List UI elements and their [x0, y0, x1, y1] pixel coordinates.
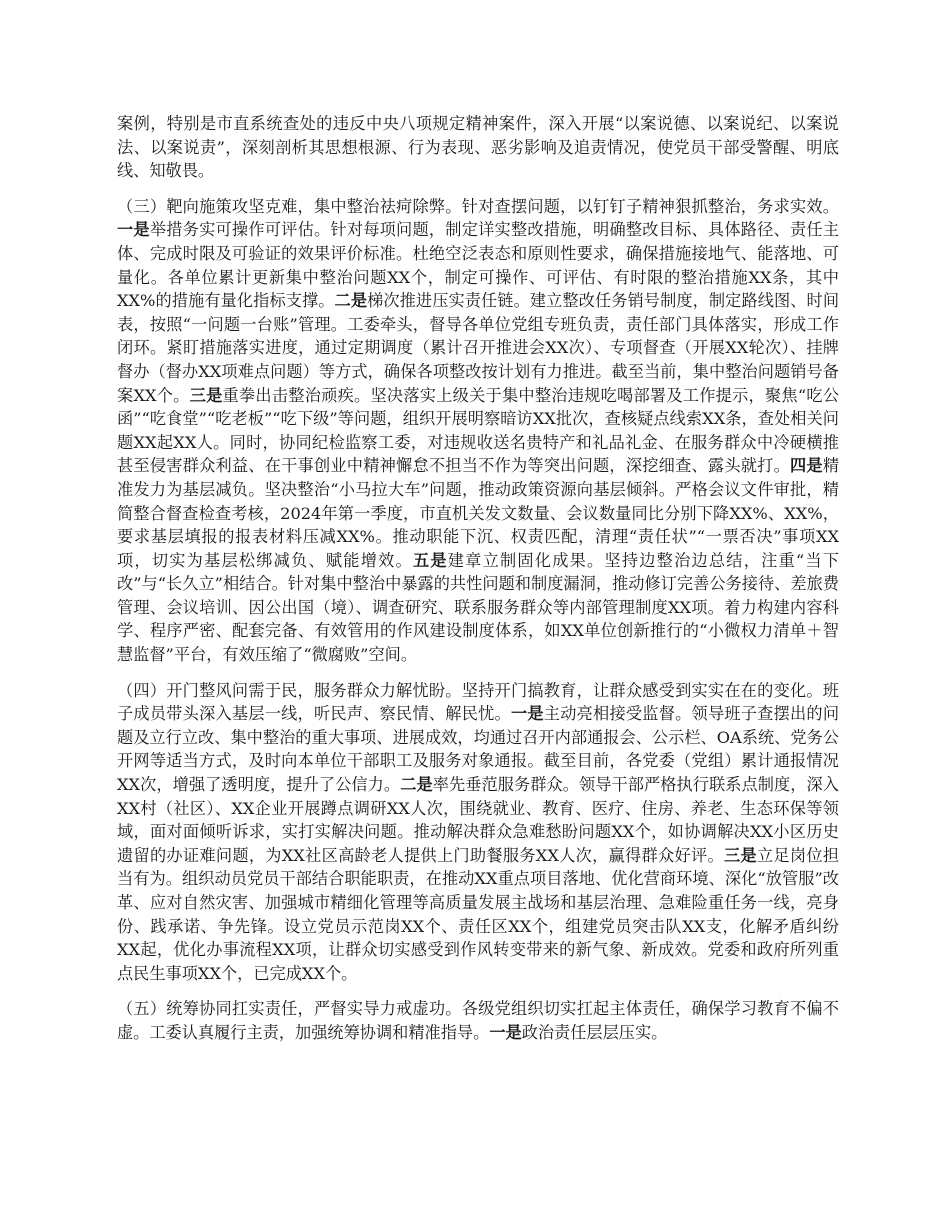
text-run: （四）开门整风问需于民，服务群众力解忧盼。坚持开门搞教育，让群众感受到实实在在的变化。班子成员带头深入基层一线，听民声、察民情、解民忧。	[117, 680, 839, 724]
enumeration-marker: 五是	[412, 550, 448, 570]
paragraph-section-five	[117, 997, 839, 1044]
enumeration-marker: 三是	[189, 385, 223, 405]
text-run: 梯次推进压实责任链。建立整改任务销号制度，制定路线图、时间表，按照“一问题一台账”管理。工委牵头，督导各单位党组专班负责，责任部门具体落实，形成工作闭环。紧盯措施落实进度，通过定期调度（累计召开推进会XX次）、专项督查（开展XX轮次）、挂牌督办（督办XX项难点问题）等方式，确保各项整改按计划有力推进。截至当前，集中整治问题销号备案XX个。	[117, 291, 840, 405]
text-run: （五）统筹协同扛实责任，严督实导力戒虚功。各级党组织切实扛起主体责任，确保学习教育不偏不虚。工委认真履行主责，加强统筹协调和精准指导。	[117, 999, 839, 1042]
enumeration-marker: 一是	[489, 1022, 522, 1042]
enumeration-marker: 三是	[723, 845, 757, 865]
text-run: 精准发力为基层减负。坚决整治“小马拉大车”问题，推动政策资源向基层倾斜。严格会议文件审批，精简整合督查检查考核，2024年第一季度，市直机关发文数量、会议数量同比分别下降XX%、XX%，要求基层填报的报表材料压减XX%。推动职能下沉、权责匹配，清理“责任状”“一票否决”事项XX项，切实为基层松绑减负、赋能增效。	[117, 456, 840, 570]
text-run: 主动亮相接受监督。领导班子查摆出的问题及立行立改、集中整治的重大事项、进展成效，均通过召开内部通报会、公示栏、OA系统、党务公开网等适当方式，及时向本单位干部职工及服务对象通报。截至目前，各党委（党组）累计通报情况XX次，增强了透明度，提升了公信力。	[117, 704, 840, 795]
text-run: （三）靶向施策攻坚克难，集中整治祛疴除弊。针对查摆问题，以钉钉子精神狠抓整治，务求实效。	[117, 196, 839, 216]
text-run: 重拳出击整治顽疾。坚决落实上级关于集中整治违规吃喝部署及工作提示，聚焦“吃公函”“吃食堂”“吃老板”“吃下级”等问题，组织开展明察暗访XX批次，查核疑点线索XX条，查处相关问题XX起XX人。同时，协同纪检监察工委，对违规收送名贵特产和礼品礼金、在服务群众中冷硬横推甚至侵害群众利益、在干事创业中精神懈怠不担当不作为等突出问题，深挖细查、露头就打。	[117, 385, 840, 476]
enumeration-marker: 一是	[117, 220, 150, 240]
text-run: 立足岗位担当有为。组织动员党员干部结合职能职责，在推动XX重点项目落地、优化营商环境、深化“放管服”改革、应对自然灾害、加强城市精细化管理等高质量发展主战场和基层治理、急难险重任务一线，亮身份、践承诺、争先锋。设立党员示范岗XX个、责任区XX个，组建党员突击队XX支，化解矛盾纠纷XX起，优化办事流程XX项，让群众切实感受到作风转变带来的新气象、新成效。党委和政府所列重点民生事项XX个，已完成XX个。	[117, 845, 840, 983]
text-run: 案例，特别是市直系统查处的违反中央八项规定精神案件，深入开展“以案说德、以案说纪、以案说法、以案说责”，深刻剖析其思想根源、行为表现、恶劣影响及追责情况，使党员干部受警醒、明底线、知敬畏。	[117, 114, 839, 181]
text-run: 举措务实可操作可评估。针对每项问题，制定详实整改措施，明确整改目标、具体路径、责任主体、完成时限及可验证的效果评价标准。杜绝空泛表态和原则性要求，确保措施接地气、能落地、可量化。各单位累计更新集中整治问题XX个，制定可操作、可评估、有时限的整治措施XX条，其中XX%的措施有量化指标支撑。	[117, 220, 840, 311]
text-run: 率先垂范服务群众。领导干部严格执行联系点制度，深入XX村（社区）、XX企业开展蹲点调研XX人次，围绕就业、教育、医疗、住房、养老、生态环保等领域，面对面倾听诉求，实打实解决问题。推动解决群众急难愁盼问题XX个，如协调解决XX小区历史遗留的办证难问题，为XX社区高龄老人提供上门助餐服务XX人次，赢得群众好评。	[117, 775, 839, 865]
text-run: 建章立制固化成果。坚持边整治边总结，注重“当下改”与“长久立”相结合。针对集中整治中暴露的共性问题和制度漏洞，推动修订完善公务接待、差旅费管理、会议培训、因公出国（境）、调查研究、联系服务群众等内部管理制度XX项。着力构建内容科学、程序严密、配套完备、有效管用的作风建设制度体系，如XX单位创新推行的“小微权力清单＋智慧监督”平台，有效压缩了“微腐败”空间。	[117, 550, 840, 665]
enumeration-marker: 二是	[334, 291, 368, 311]
paragraph-case-study	[117, 112, 839, 183]
document-body	[117, 112, 839, 1057]
enumeration-marker: 二是	[400, 775, 433, 795]
text-run: 政治责任层层压实。	[521, 1022, 668, 1042]
paragraph-section-three	[117, 195, 839, 667]
enumeration-marker: 四是	[789, 456, 823, 476]
paragraph-section-four	[117, 679, 839, 986]
enumeration-marker: 一是	[510, 704, 544, 724]
